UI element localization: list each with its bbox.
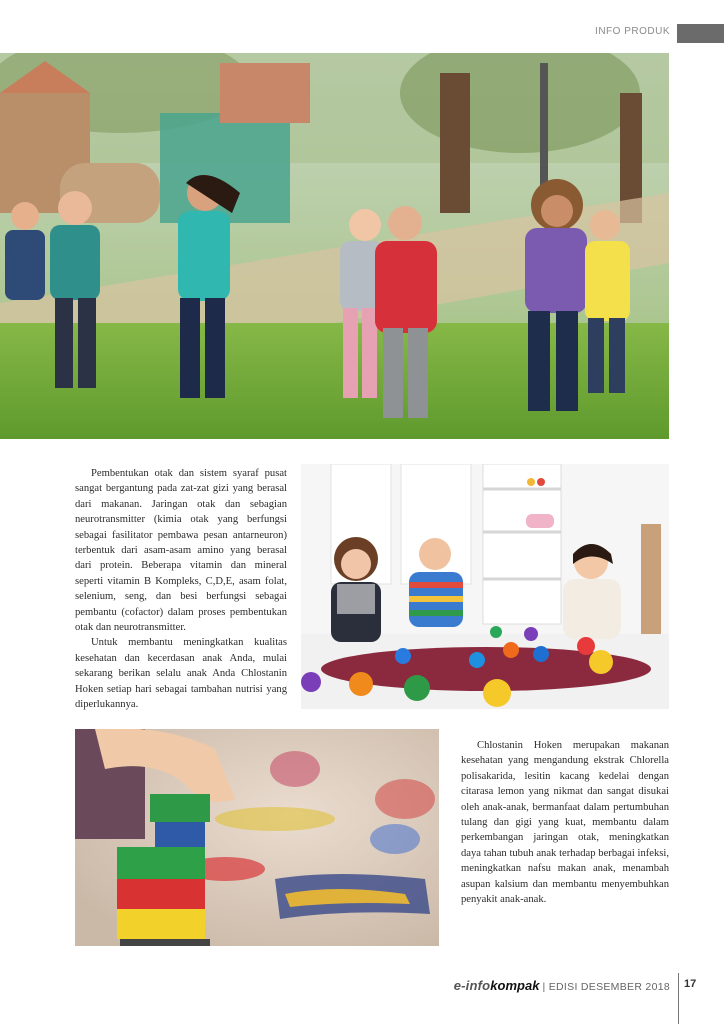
article-right-column [461,738,669,907]
section-label: INFO PRODUK [595,26,670,37]
page-footer [380,978,670,993]
hero-photo [0,53,669,439]
blocks-photo [75,729,439,946]
paragraph-brain-formation: Pembentukan otak dan sistem syaraf pusat sangat bergantung pada zat-zat gizi yang berasal dari makanan. Jaringan otak dan sebagian neurotransmitter (kimia otak yang berfungsi sebagai fasilitator pembawa pesan antarneuron) terbentuk dari asam-asam amino yang berasal dari protein. Beberapa vitamin dan mineral seperti vitamin B Kompleks, C,D,E, asam folat, selenium, seng, dan besi berfungsi sebagai pembantu (cofactor) dalam proses pembentukan otak dan neurotransmitter. [75,468,287,634]
edition-label: | EDISI DESEMBER 2018 [542,981,670,993]
page-number: 17 [684,978,697,990]
brand-prefix: e-info [453,978,491,993]
footer-divider [678,973,679,1024]
section-tab-bar [677,24,724,43]
brand-name: kompak [490,978,540,993]
paragraph-product-description: Chlostanin Hoken merupakan makanan kesehatan yang mengandung ekstrak Chlorella polisakarida, lesitin kacang kedelai dengan citarasa lemon yang nikmat dan sangat disukai oleh anak-anak, bermanfaat dalam pertumbuhan tulang dan gigi yang kuat, membantu dalam perkembangan jaringan otak, meningkatkan daya tahan tubuh anak terhadap berbagai infeksi, meningkatkan nafsu makan anak, menambah asupan kalsium dan membantu menyembuhkan penyakit anak-anak. [461,740,669,906]
classroom-photo [301,464,669,709]
paragraph-recommendation: Untuk membantu meningkatkan kualitas kesehatan dan kecerdasan anak Anda, mulai sekarang berikan selalu anak Anda Chlostanin Hoken setiap hari sebagai tambahan nutrisi yang diperlukannya. [75,637,287,711]
article-left-column [75,466,287,713]
